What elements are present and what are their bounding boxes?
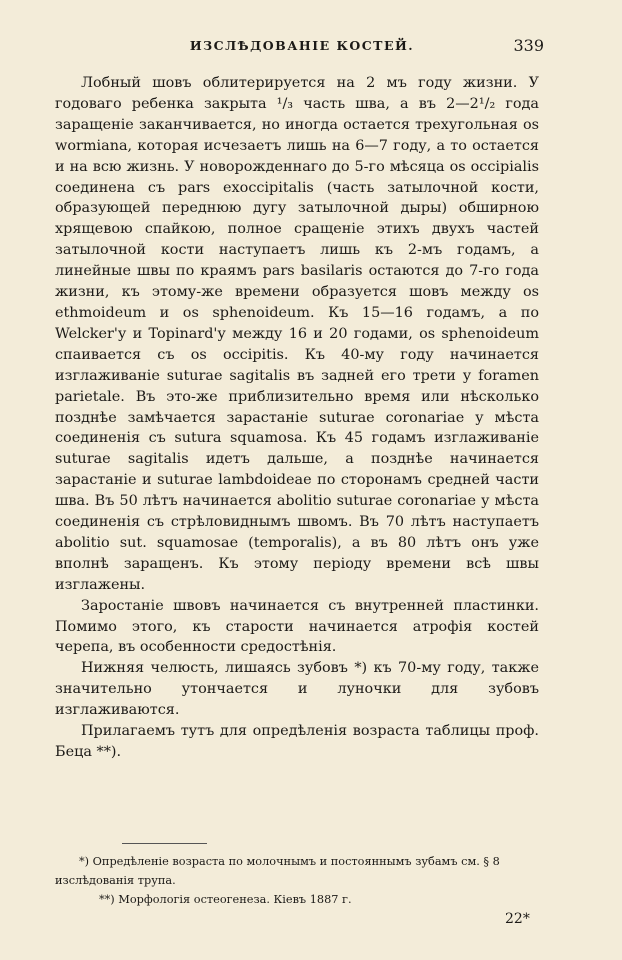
paragraph: Заростаніе швовъ начинается съ внутренней пластинки. Помимо этого, къ старости начинается атрофія костей черепа, въ особенности средостѣнія. bbox=[55, 597, 539, 656]
paragraph: Нижняя челюсть, лишаясь зубовъ *) къ 70-му году, также значительно утончается и луночки для зубовъ изглаживаются. bbox=[55, 660, 539, 719]
running-title: ИЗСЛѢДОВАНІЕ КОСТЕЙ. bbox=[189, 38, 415, 53]
footnote: **) Морфологія остеогенеза. Кіевъ 1887 г. bbox=[99, 893, 352, 906]
footnotes bbox=[55, 852, 545, 909]
signature-mark: 22* bbox=[505, 911, 530, 927]
footnote-continuation: изслѣдованія трупа. bbox=[55, 874, 176, 887]
paragraph: Лобный шовъ облитерируется на 2 мъ году жизни. У годоваго ребенка закрыта ¹/₃ часть шва, а въ 2—2¹/₂ года заращеніе заканчивается, но иногда остается трехугольная os wormiana, которая исчезаетъ лишь на 6—7 году, а то остается и на всю жизнь. У новорожденнаго до 5-го мѣсяца os occipialis соединена съ pars exoccipitalis (часть затылочной кости, образующей переднюю дугу затылочной дыры) обширною хрящевою спайкою, полное сращеніе этихъ двухъ частей затылочной кости наступаетъ лишь къ 2-мъ годамъ, а линейные швы по краямъ pars basilaris остаются до 7-го года жизни, къ этому-же времени образуется шовъ между os ethmoideum и os sphenoideum. Къ 15—16 годамъ, а по Welcker'у и Topinard'у между 16 и 20 годами, os sphenoideum спаивается съ os occipitis. Къ 40-му году начинается изглаживаніе suturae sagitalis въ задней его трети у foramen parietale. Въ это-же приблизительно время или нѣсколько позднѣе замѣчается зарастаніе suturae coronariae у мѣста соединенія съ sutura squamosa. Къ 45 годамъ изглаживаніе suturae sagitalis идетъ дальше, а позднѣе начинается зарастаніе и suturae lambdoideae по сторонамъ средней части шва. Въ 50 лѣтъ начинается abolitio suturae coronariae у мѣста соединенія съ стрѣловиднымъ швомъ. Въ 70 лѣтъ наступаетъ abolitio sut. squamosae (temporalis), а въ 80 лѣтъ онъ уже вполнѣ заращенъ. Къ этому періоду времени всѣ швы изглажены. bbox=[55, 75, 539, 593]
footnote-divider bbox=[122, 843, 207, 844]
running-header bbox=[60, 36, 544, 58]
main-text bbox=[55, 73, 539, 763]
footnote: *) Опредѣленіе возраста по молочнымъ и постояннымъ зубамъ см. § 8 bbox=[79, 855, 500, 868]
page-number: 339 bbox=[513, 36, 544, 55]
paragraph: Прилагаемъ тутъ для опредѣленія возраста таблицы проф. Беца **). bbox=[55, 723, 539, 760]
